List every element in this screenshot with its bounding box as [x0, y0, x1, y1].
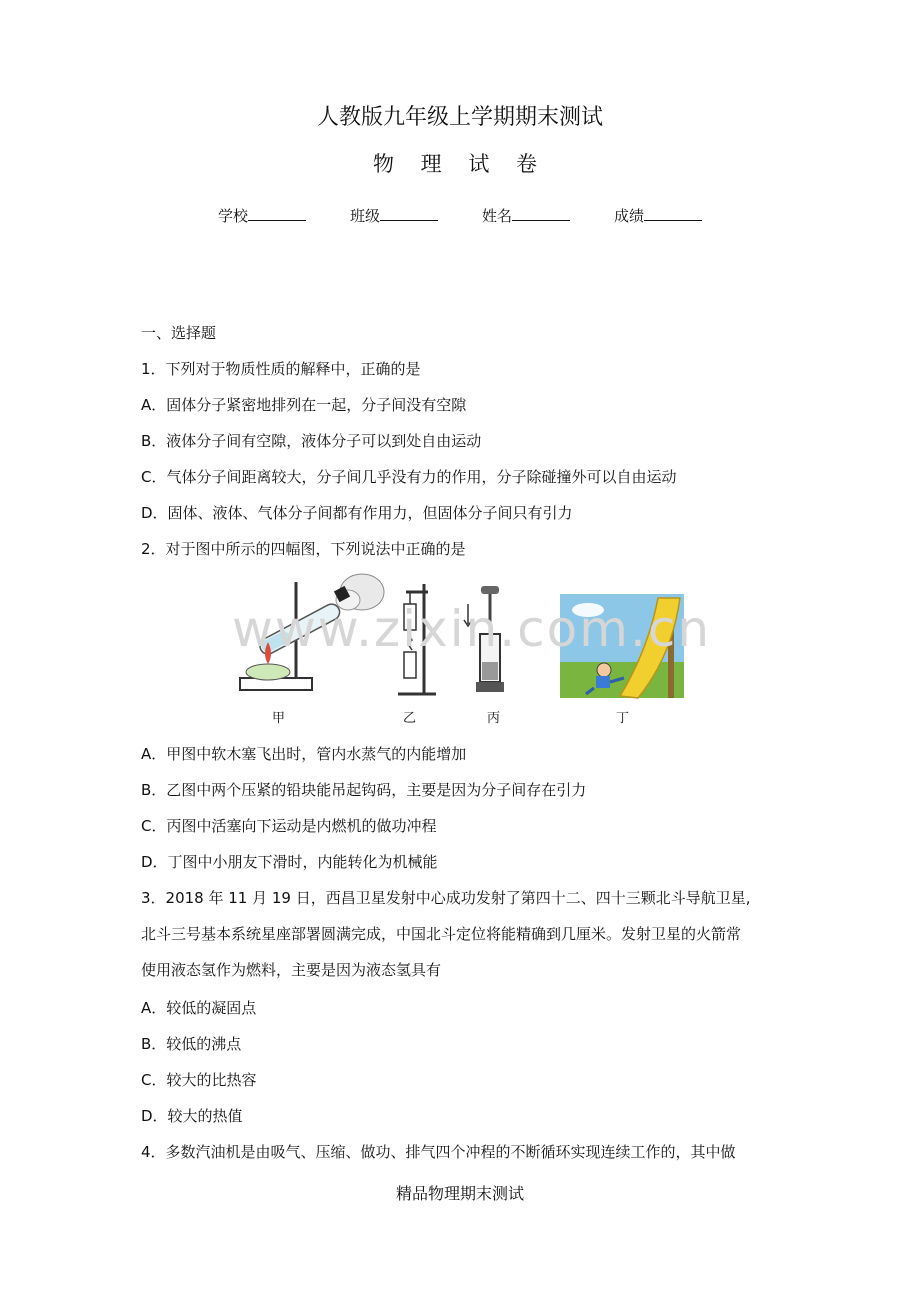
school-field [218, 205, 306, 226]
q3-option-a: A．较低的凝固点 [141, 999, 257, 1017]
page-subtitle: 物 理 试 卷 [372, 152, 548, 176]
page-footer: 精品物理期末测试 [395, 1184, 524, 1203]
q2-option-c: C．丙图中活塞向下运动是内燃机的做功冲程 [141, 817, 437, 835]
q3-stem-line-3: 使用液态氢作为燃料，主要是因为液态氢具有 [141, 961, 442, 979]
name-label: 姓名 [482, 207, 513, 225]
q2-option-a: A．甲图中软木塞飞出时，管内水蒸气的内能增加 [141, 745, 467, 763]
q3-option-c: C．较大的比热容 [141, 1071, 257, 1089]
q1-option-a: A．固体分子紧密地排列在一起，分子间没有空隙 [141, 396, 467, 414]
class-field [350, 205, 438, 226]
student-info-fields [0, 205, 920, 226]
school-blank [248, 206, 306, 221]
q4-stem: 4．多数汽油机是由吸气、压缩、做功、排气四个冲程的不断循环实现连续工作的，其中做 [141, 1143, 736, 1161]
q3-stem-line-1: 3．2018 年 11 月 19 日，西昌卫星发射中心成功发射了第四十二、四十三颗北斗导航卫星, [141, 889, 751, 907]
q1-stem: 1．下列对于物质性质的解释中，正确的是 [141, 360, 421, 378]
figure-caption-ding: 丁 [616, 711, 630, 726]
page-title: 人教版九年级上学期期末测试 [316, 105, 603, 130]
q2-option-d: D．丁图中小朋友下滑时，内能转化为机械能 [141, 853, 438, 871]
figure-caption-jia: 甲 [272, 711, 286, 726]
q1-option-d: D．固体、液体、气体分子间都有作用力，但固体分子间只有引力 [141, 504, 573, 522]
school-label: 学校 [217, 207, 248, 225]
q1-option-c: C．气体分子间距离较大，分子间几乎没有力的作用，分子除碰撞外可以自由运动 [141, 468, 677, 486]
class-blank [380, 206, 438, 221]
q2-option-b: B．乙图中两个压紧的铅块能吊起钩码，主要是因为分子间存在引力 [141, 781, 587, 799]
figure-caption-bing: 丙 [487, 711, 501, 726]
section-heading: 一、选择题 [141, 324, 217, 342]
q3-stem-line-2: 北斗三号基本系统星座部署圆满完成，中国北斗定位将能精确到几厘米。发射卫星的火箭常 [141, 925, 742, 943]
name-blank [512, 206, 570, 221]
q3-option-d: D．较大的热值 [141, 1107, 243, 1125]
class-label: 班级 [349, 207, 380, 225]
q2-stem: 2．对于图中所示的四幅图，下列说法中正确的是 [141, 540, 466, 558]
score-blank [644, 206, 702, 221]
name-field [482, 205, 570, 226]
score-field [614, 205, 702, 226]
watermark: www.zixin.com.cn [232, 600, 712, 658]
score-label: 成绩 [614, 207, 645, 225]
figure-caption-yi: 乙 [403, 711, 417, 726]
q1-option-b: B．液体分子间有空隙，液体分子可以到处自由运动 [141, 432, 482, 450]
q3-option-b: B．较低的沸点 [141, 1035, 242, 1053]
